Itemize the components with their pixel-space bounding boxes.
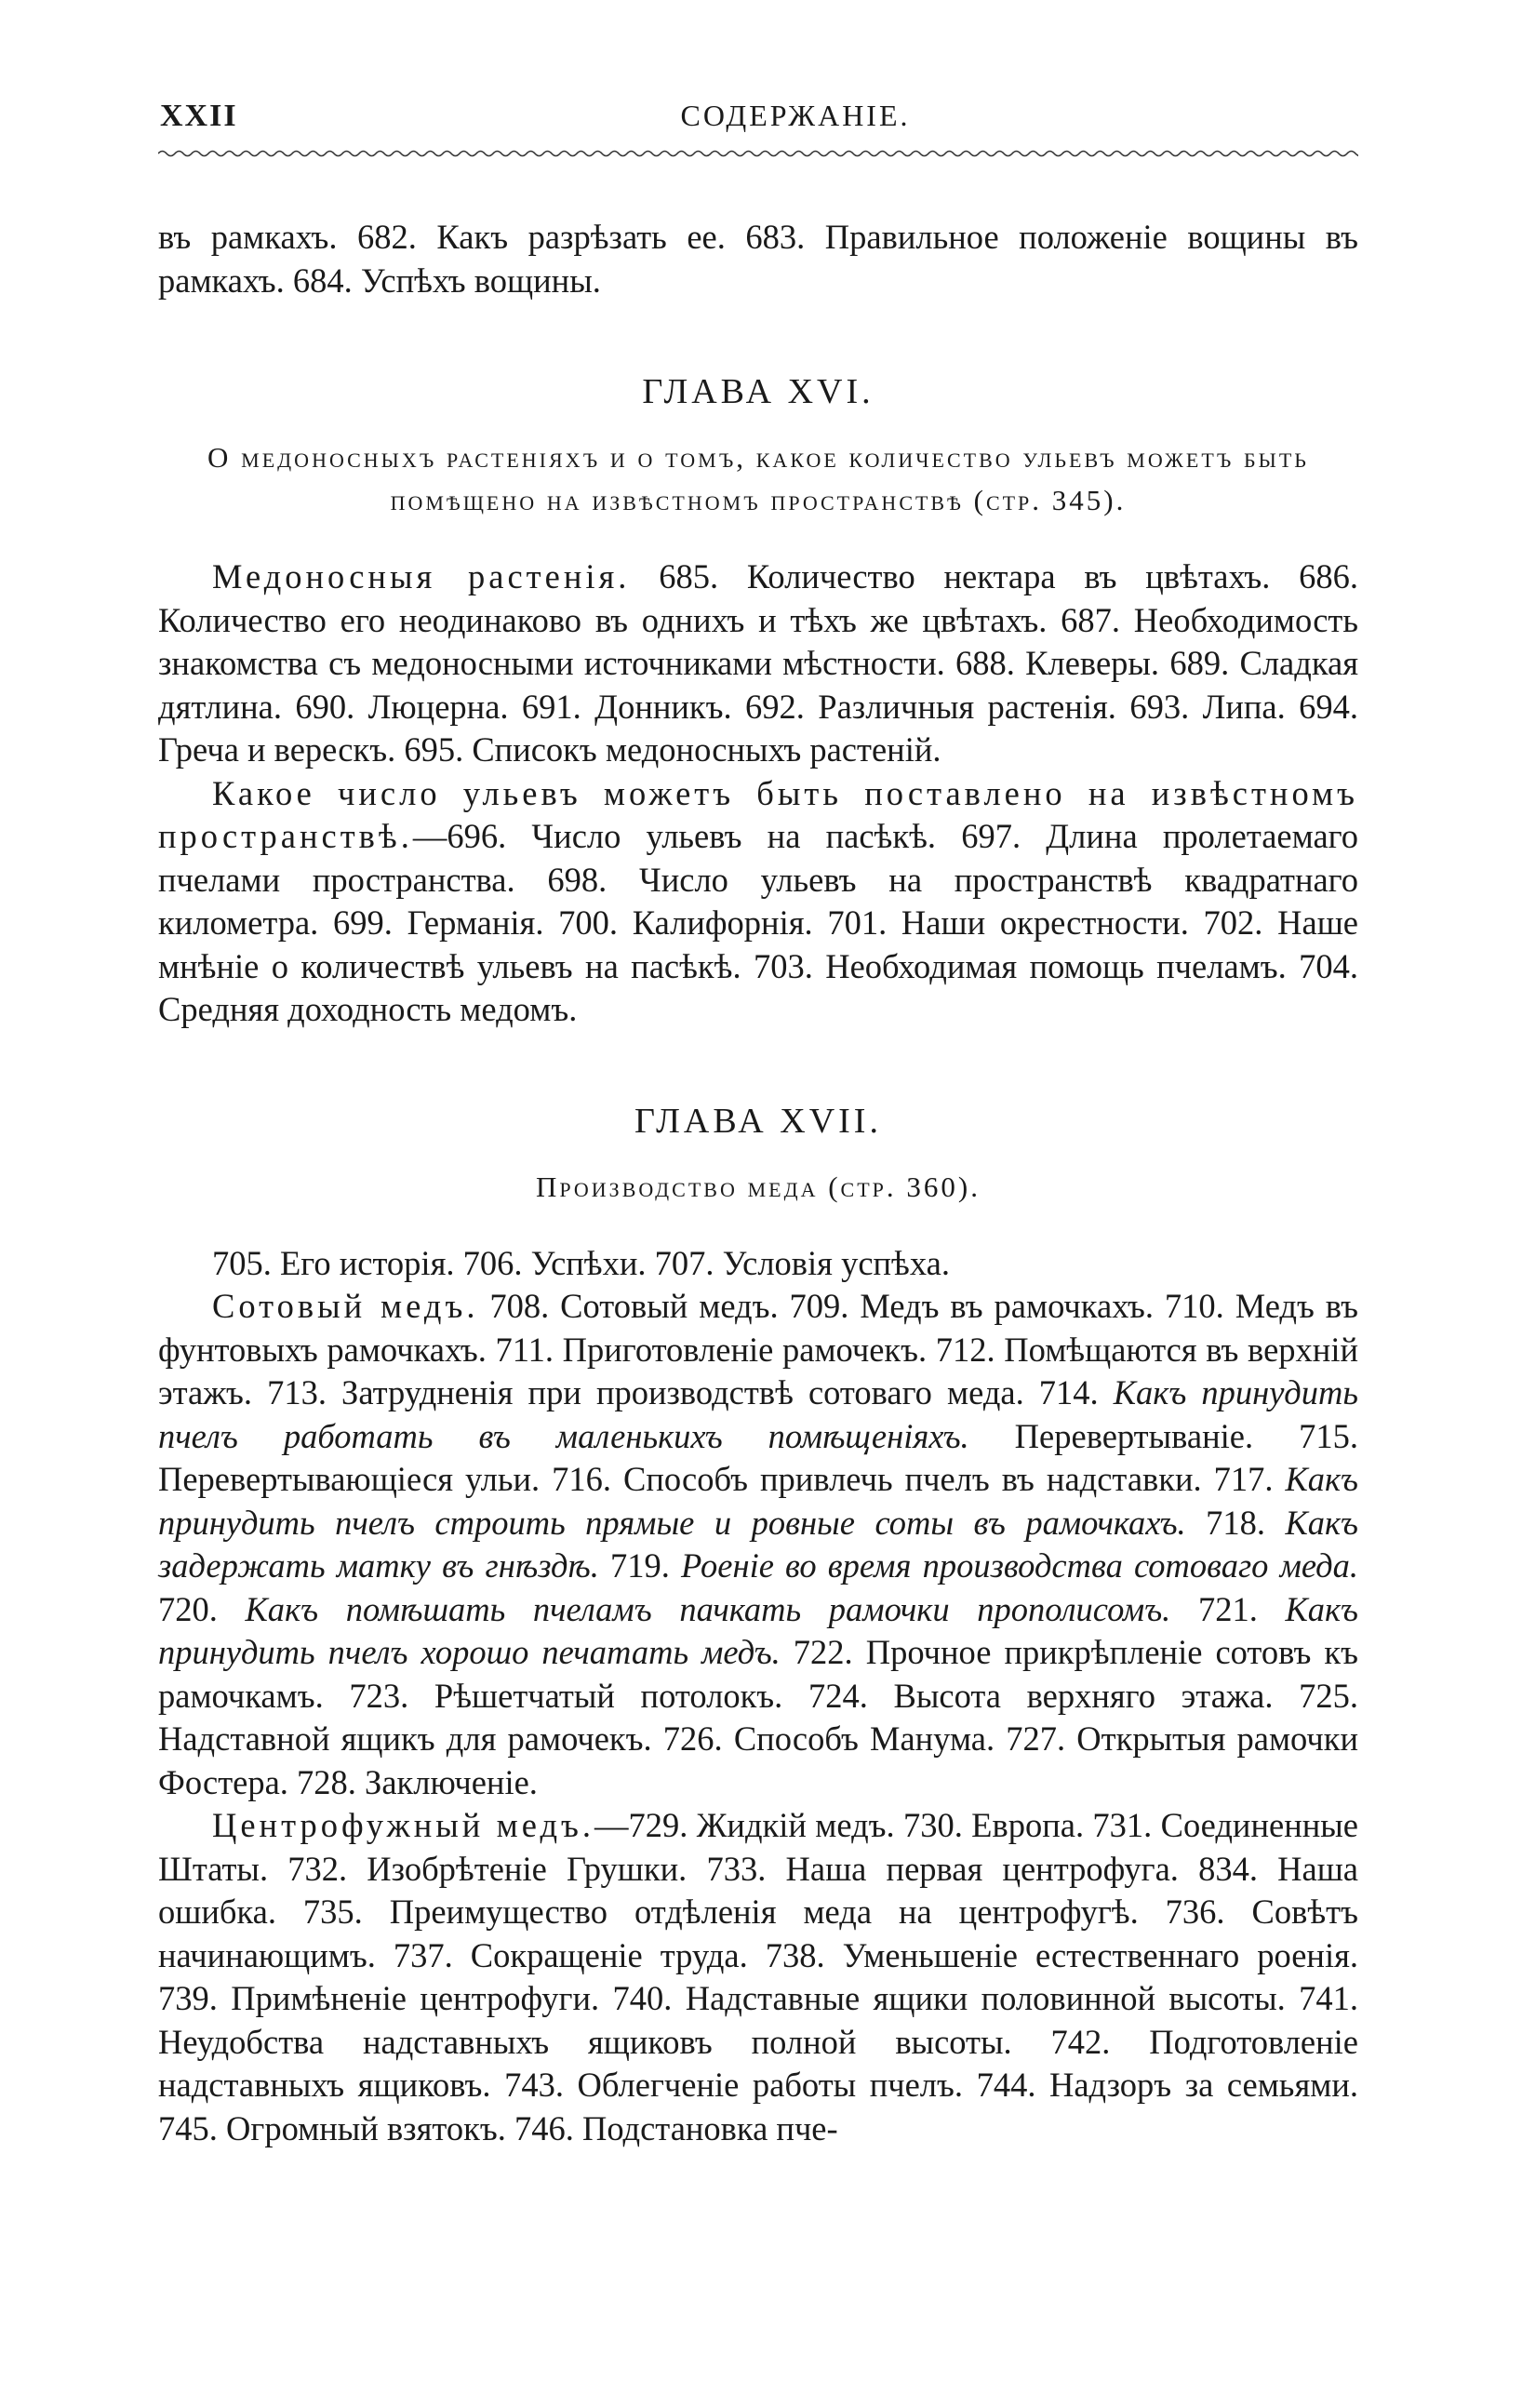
ch17-p2-c: 718. bbox=[1185, 1503, 1286, 1542]
ch16-p1-rest: 685. Количество нектара въ цвѣтахъ. 686. Количество его неодинаково въ однихъ и тѣхъ же цвѣтахъ. 687. Необходимость знакомства съ медоносными источниками мѣстности. 688. Клеверы. 689. Сладкая дятлина. 690. Люцерна. 691. Донникъ. 692. Различныя растенія. 693. Липа. 694. Греча и верескъ. 695. Списокъ медоносныхъ растеній. bbox=[158, 557, 1358, 769]
intro-paragraph: въ рамкахъ. 682. Какъ разрѣзать ее. 683. Правильное положеніе вощины въ рамкахъ. 684. Успѣхъ вощины. bbox=[158, 218, 1358, 300]
ch16-paragraph-2 bbox=[158, 772, 1358, 1032]
ch17-p2-d: 719. bbox=[598, 1546, 682, 1585]
ch17-p3-rest: —729. Жидкій медъ. 730. Европа. 731. Соединенные Штаты. 732. Изобрѣтеніе Грушки. 733. Наша первая центрофуга. 834. Наша ошибка. 735. Преимущество отдѣленія меда на центрофугѣ. 736. Совѣтъ начинающимъ. 737. Сокращеніе труда. 738. Уменьшеніе естественнаго роенія. 739. Примѣненіе центрофуги. 740. Надставные ящики половинной высоты. 741. Неудобства надставныхъ ящиковъ полной высоты. 742. Подготовленіе надставныхъ ящиковъ. 743. Облегченіе работы пчелъ. 744. Надзоръ за семьями. 745. Огромный взятокъ. 746. Подстановка пче- bbox=[158, 1806, 1358, 2147]
ch17-p2-lead: Сотовый медъ. bbox=[212, 1287, 479, 1325]
ch17-p3-lead: Центрофужный медъ. bbox=[212, 1806, 595, 1844]
ch17-p2-italic-6: Какъ принудить пчелъ хорошо печатать медъ. bbox=[158, 1589, 1359, 1671]
chapter-16-subtitle-text: О медоносныхъ растеніяхъ и о томъ, какое количество ульевъ можетъ быть помѣщено на извѣстномъ пространствѣ (стр. 345). bbox=[207, 441, 1309, 516]
ch17-p2-e: 720. bbox=[158, 1589, 246, 1628]
ch17-p2-italic-1: Какъ принудить пчелъ работать въ маленькихъ помѣщеніяхъ. bbox=[158, 1373, 1358, 1455]
book-page bbox=[158, 93, 1358, 2150]
chapter-17-subtitle bbox=[158, 1166, 1358, 1209]
ch17-p2-f: 721. bbox=[1170, 1589, 1286, 1628]
chapter-16-title: ГЛАВА XVI. bbox=[642, 372, 874, 411]
chapter-17-title: ГЛАВА XVII. bbox=[634, 1101, 882, 1141]
ch16-p2-lead: Какое число ульевъ можетъ быть поставлено на извѣстномъ пространствѣ. bbox=[158, 773, 1358, 855]
ch17-p2-b: Перевертываніе. 715. Перевертывающіеся ульи. 716. Способъ привлечь пчелъ въ надставки. 717. bbox=[158, 1416, 1358, 1498]
ch17-p2-g: 722. Прочное прикрѣпленіе сотовъ къ рамочкамъ. 723. Рѣшетчатый потолокъ. 724. Высота верхняго этажа. 725. Надставной ящикъ для рамочекъ. 726. Способъ Манума. 727. Открытыя рамочки Фостера. 728. Заключеніе. bbox=[158, 1633, 1358, 1801]
ch16-p1-lead: Медоносныя растенія. bbox=[212, 557, 631, 595]
running-title: СОДЕРЖАНІЕ. bbox=[680, 99, 911, 132]
ch17-p2-italic-4: Роеніе во время производства сотоваго меда. bbox=[681, 1546, 1358, 1585]
ch17-p2-italic-3: Какъ задержать матку въ гнѣздѣ. bbox=[158, 1503, 1358, 1585]
wavy-rule bbox=[158, 147, 1358, 160]
page-number: XXII bbox=[160, 99, 238, 133]
ch17-p2-italic-2: Какъ принудить пчелъ строить прямые и ровные соты въ рамочкахъ. bbox=[158, 1460, 1358, 1542]
ch17-p2-italic-5: Какъ помѣшать пчеламъ пачкать рамочки прополисомъ. bbox=[245, 1589, 1171, 1628]
ch16-p2-rest: —696. Число ульевъ на пасѣкѣ. 697. Длина пролетаемаго пчелами пространства. 698. Число ульевъ на пространствѣ квадратнаго километра. 699. Германія. 700. Калифорнія. 701. Наши окрестности. 702. Наше мнѣніе о количествѣ ульевъ на пасѣкѣ. 703. Необходимая помощь пчеламъ. 704. Средняя доходность медомъ. bbox=[158, 817, 1358, 1028]
ch17-paragraph-3 bbox=[158, 1804, 1358, 2150]
page-header bbox=[158, 93, 1358, 147]
ch17-p2-a: 708. Сотовый медъ. 709. Медъ въ рамочкахъ. 710. Медъ въ фунтовыхъ рамочкахъ. 711. Приготовленіе рамочекъ. 712. Помѣщаются въ верхній этажъ. 713. Затрудненія при производствѣ сотоваго меда. 714. bbox=[158, 1287, 1359, 1411]
chapter-17-subtitle-text: Производство меда (стр. 360). bbox=[536, 1170, 981, 1203]
chapter-16-subtitle bbox=[158, 436, 1358, 522]
ch17-paragraph-2 bbox=[158, 1285, 1358, 1804]
ch17-paragraph-1: 705. Его исторія. 706. Успѣхи. 707. Условія успѣха. bbox=[212, 1243, 950, 1282]
ch16-paragraph-1 bbox=[158, 555, 1358, 772]
